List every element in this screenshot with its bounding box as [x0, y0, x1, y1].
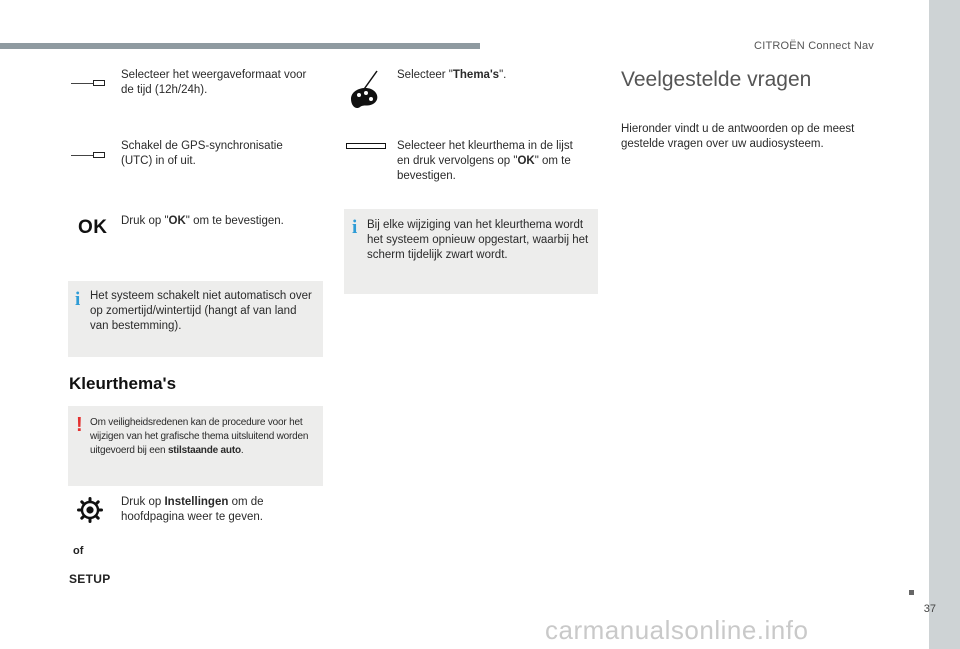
- faq-intro-text: Hieronder vindt u de antwoorden op de meest gestelde vragen over uw audiosysteem.: [621, 123, 855, 150]
- ok-icon: OK: [78, 217, 108, 238]
- info-icon: i: [352, 217, 358, 238]
- slider-icon: [71, 75, 111, 91]
- theme-bar-icon: [346, 143, 386, 149]
- brand-label: CITROËN Connect Nav: [754, 40, 874, 52]
- themes-text: Selecteer "Thema's".: [397, 69, 507, 81]
- gear-icon: [76, 496, 104, 524]
- info-time-text: Het systeem schakelt niet automatisch over op zomertijd/wintertijd (hangt af van land van bestemming).: [90, 290, 312, 332]
- warning-icon: !: [76, 414, 83, 436]
- gps-sync-text: Schakel de GPS-synchronisatie (UTC) in of uit.: [121, 140, 283, 167]
- warning-text: Om veiligheidsredenen kan de procedure voor het wijzigen van het grafische thema uitsluitend worden uitgevoerd bij een stilstaande auto.: [90, 417, 309, 456]
- page-marker: [909, 590, 914, 595]
- ok-confirm-text: Druk op "OK" om te bevestigen.: [121, 215, 284, 227]
- settings-text: Druk op Instellingen om de hoofdpagina weer te geven.: [121, 496, 264, 523]
- side-tab-strip: [929, 0, 960, 649]
- section-title: Kleurthema's: [69, 374, 177, 393]
- or-label: of: [73, 545, 84, 557]
- watermark: carmanualsonline.info: [545, 615, 809, 645]
- slider-icon: [71, 147, 111, 163]
- faq-title: Veelgestelde vragen: [621, 68, 812, 91]
- info-icon: i: [75, 289, 81, 310]
- palette-icon: [347, 68, 385, 110]
- header-rule: [0, 43, 480, 49]
- select-theme-text: Selecteer het kleurthema in de lijst en druk vervolgens op "OK" om te bevestigen.: [397, 140, 573, 182]
- page-number: 37: [923, 603, 936, 615]
- time-format-text: Selecteer het weergaveformaat voor de tijd (12h/24h).: [121, 69, 307, 96]
- info-theme-text: Bij elke wijziging van het kleurthema wordt het systeem opnieuw opgestart, waarbij het scherm tijdelijk zwart wordt.: [367, 219, 589, 261]
- setup-button-label: SETUP: [69, 572, 111, 586]
